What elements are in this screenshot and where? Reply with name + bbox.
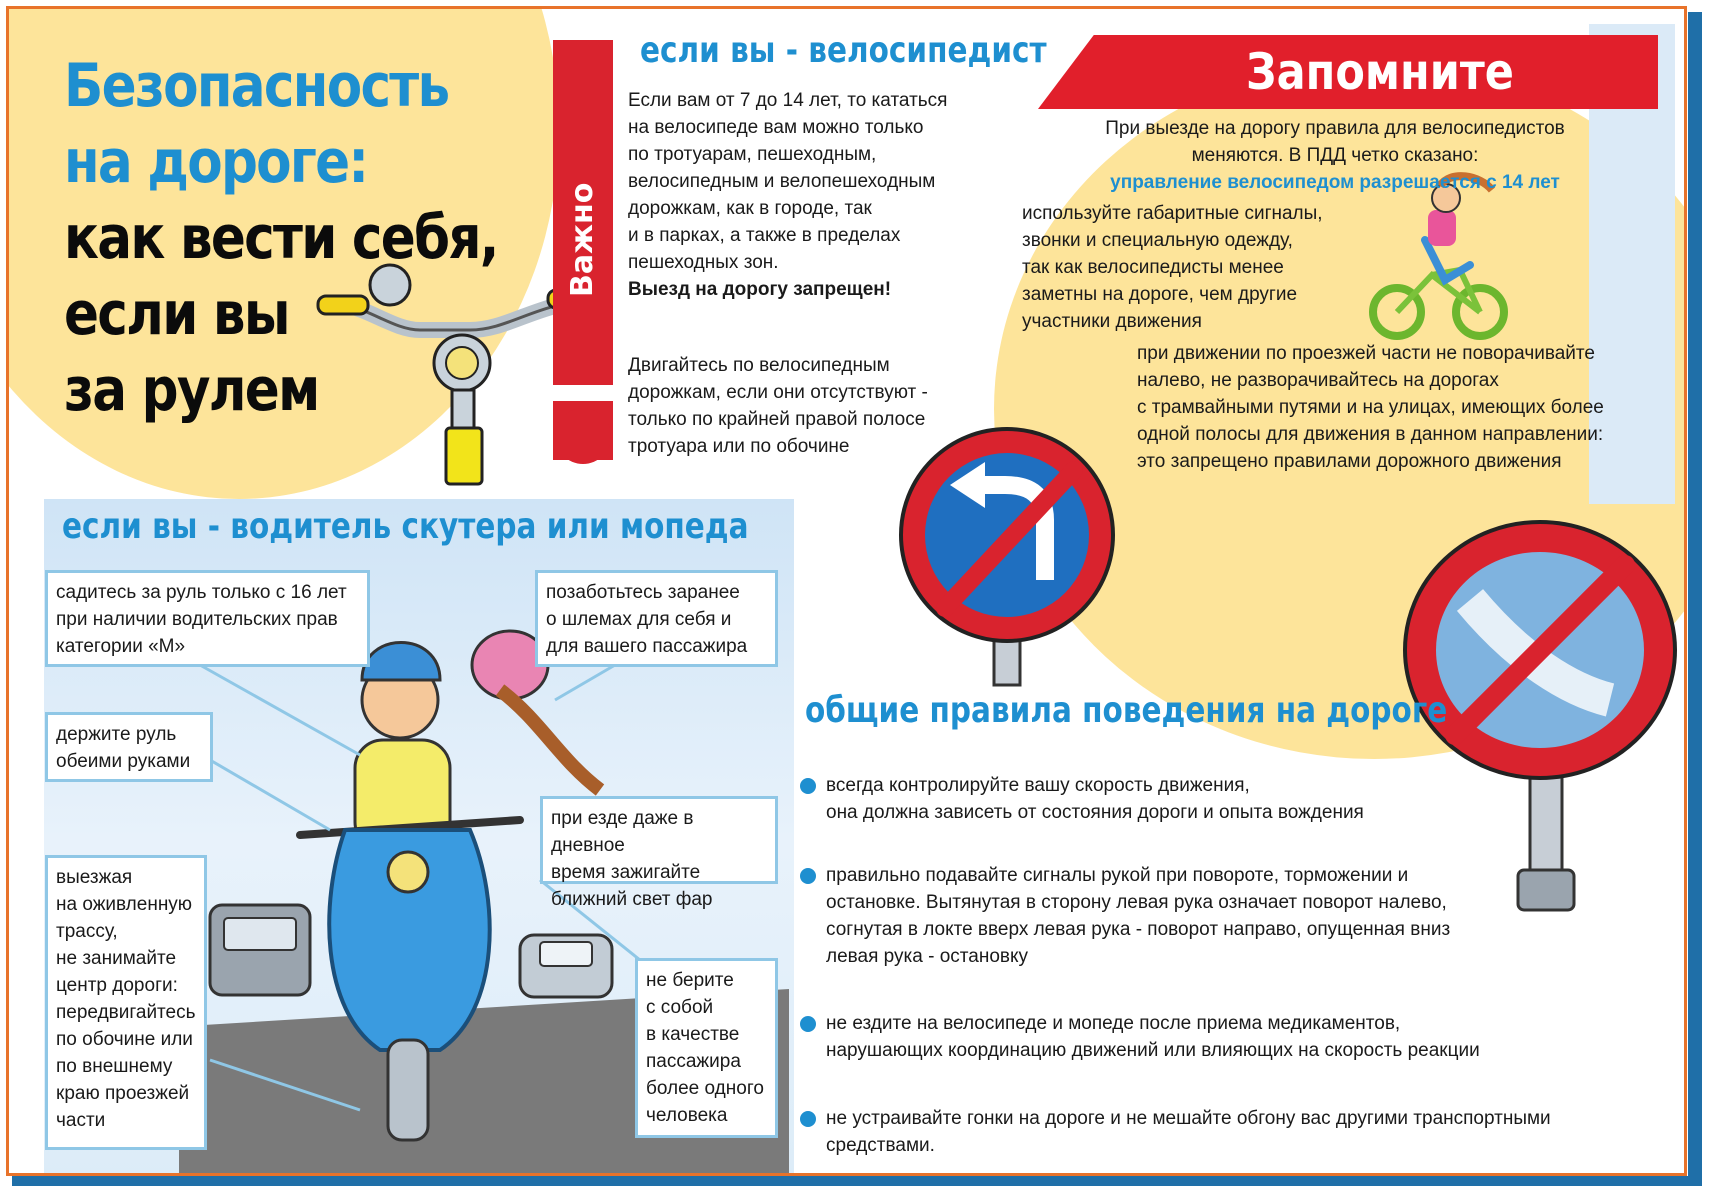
cyclist-paragraph-1: Если вам от 7 до 14 лет, то кататься на велосипеде вам можно только по тротуарам, пешеходным, велосипедным и велопешеходным дорожкам, как в городе, так и в парках, а также в пределах пешеходных зон. Выезд на дорогу запрещен!	[628, 87, 988, 303]
remember-highlight: управление велосипедом разрешается с 14 лет	[1110, 172, 1560, 193]
car-icon	[520, 935, 612, 997]
title-line: как вести себя,	[64, 203, 498, 273]
no-left-turn-sign-icon	[901, 429, 1113, 685]
scooter-heading: если вы - водитель скутера или мопеда	[62, 506, 749, 547]
remember-tip-1: используйте габаритные сигналы, звонки и специальную одежду, так как велосипедисты менее заметны на дороге, чем другие участники движения	[1022, 203, 1323, 332]
callout-one-passenger: не берите с собой в качестве пассажира более одного человека	[635, 958, 778, 1138]
page-title	[64, 48, 498, 428]
exclamation-dot	[555, 408, 611, 464]
callout-road-center: выезжая на оживленную трассу, не занимайте центр дороги: передвигайтесь по обочине или по внешнему краю проезжей части	[45, 855, 207, 1150]
callout-headlights: при езде даже в дневное время зажигайте ближний свет фар	[540, 796, 778, 884]
important-label: Важно	[565, 182, 600, 298]
cyclist-paragraph-2: Двигайтесь по велосипедным дорожкам, если они отсутствуют - только по крайней правой полосе тротуара или по обочине	[628, 355, 928, 457]
girl-on-bicycle-icon	[1373, 176, 1504, 336]
callout-license-age: садитесь за руль только с 16 лет при наличии водительских прав категории «М»	[45, 570, 370, 667]
remember-tip-2: при движении по проезжей части не поворачивайте налево, не разворачивайтесь на дорогах с трамвайными путями и на улицах, имеющих более одной полосы для движения в данном направлении: это запрещено правилами дорожного движения	[1137, 343, 1604, 472]
cyclist-heading: если вы - велосипедист	[640, 30, 1047, 71]
title-line: на дороге:	[64, 127, 368, 197]
road-exit-forbidden: Выезд на дорогу запрещен!	[628, 279, 892, 300]
exclamation-gap	[553, 385, 613, 401]
bullet-icon	[800, 1111, 816, 1127]
callout-both-hands: держите руль обеими руками	[45, 712, 213, 782]
remember-intro: При выезде на дорогу правила для велосипедистов меняются. В ПДД четко сказано: управление велосипедом разрешается с 14 лет	[1035, 115, 1635, 196]
bullet-icon	[800, 778, 816, 794]
title-line: за рулем	[64, 355, 319, 425]
general-rule-item: не устраивайте гонки на дороге и не мешайте обгону вас другими транспортными средствами.	[800, 1105, 1660, 1159]
bullet-icon	[800, 1016, 816, 1032]
remember-title: Запомните	[1246, 43, 1514, 101]
car-icon	[210, 905, 310, 995]
general-rules-heading: общие правила поведения на дороге	[805, 690, 1448, 731]
bullet-icon	[800, 868, 816, 884]
title-line: если вы	[64, 279, 289, 349]
general-rule-item: всегда контролируйте вашу скорость движения, она должна зависеть от состояния дороги и опыта вождения	[800, 772, 1660, 826]
general-rule-item: не ездите на велосипеде и мопеде после приема медикаментов, нарушающих координацию движений или влияющих на скорость реакции	[800, 1010, 1660, 1064]
general-rule-item: правильно подавайте сигналы рукой при повороте, торможении и остановке. Вытянутая в сторону левая рука означает поворот налево, согнутая в локте вверх левая рука - поворот направо, опущенная вниз левая рука - остановку	[800, 862, 1660, 970]
title-line: Безопасность	[64, 51, 449, 121]
callout-helmets: позаботьтесь заранее о шлемах для себя и для вашего пассажира	[535, 570, 778, 667]
